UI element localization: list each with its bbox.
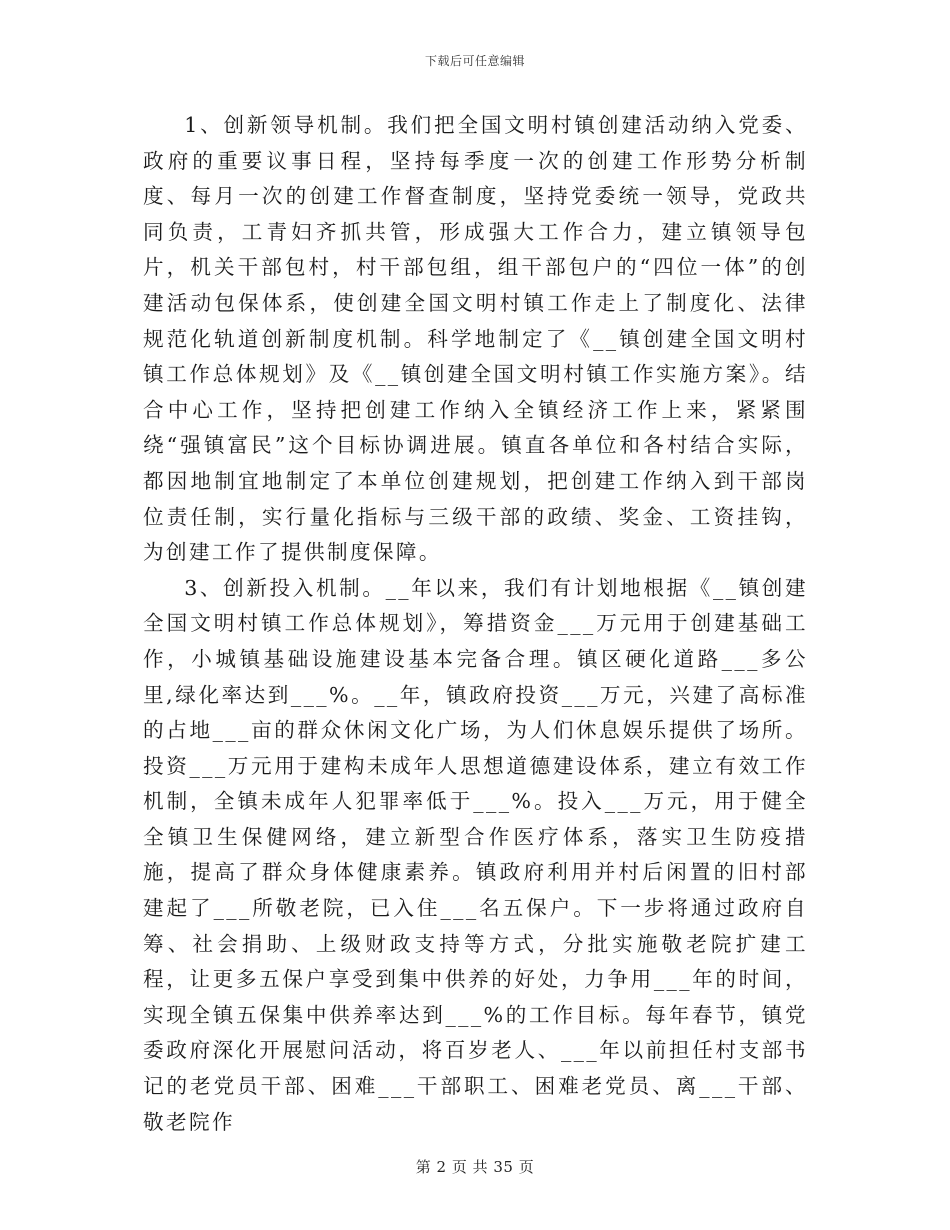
page-header-note: 下载后可任意编辑 (424, 54, 525, 68)
paragraph-investment-mechanism: 3、创新投入机制。__年以来，我们有计划地根据《__镇创建全国文明村镇工作总体规划》，筹措资金___万元用于创建基础工作，小城镇基础设施建设基本完备合理。镇区硬化道路___多公里,绿化率达到___%。__年，镇政府投资___万元，兴建了高标准的占地___亩的群众休闲文化广场，为人们休息娱乐提供了场所。投资___万元用于建构未成年人思想道德建设体系，建立有效工作机制，全镇未成年人犯罪率低于___%。投入___万元，用于健全全镇卫生保健网络，建立新型合作医疗体系，落实卫生防疫措施，提高了群众身体健康素养。镇政府利用并村后闲置的旧村部建起了___所敬老院，已入住___名五保户。下一步将通过政府自筹、社会捐助、上级财政支持等方式，分批实施敬老院扩建工程，让更多五保户享受到集中供养的好处，力争用___年的时间，实现全镇五保集中供养率达到___%的工作目标。每年春节，镇党委政府深化开展慰问活动，将百岁老人、___年以前担任村支部书记的老党员干部、困难___干部职工、困难老党员、离___干部、敬老院作 (143, 575, 808, 1134)
paragraph-leadership-mechanism: 1、创新领导机制。我们把全国文明村镇创建活动纳入党委、政府的重要议事日程，坚持每季度一次的创建工作形势分析制度、每月一次的创建工作督查制度，坚持党委统一领导，党政共同负责，工青妇齐抓共管，形成强大工作合力，建立镇领导包片，机关干部包村，村干部包组，组干部包户的“四位一体”的创建活动包保体系，使创建全国文明村镇工作走上了制度化、法律规范化轨道创新制度机制。科学地制定了《__镇创建全国文明村镇工作总体规划》及《__镇创建全国文明村镇工作实施方案》。结合中心工作，坚持把创建工作纳入全镇经济工作上来，紧紧围绕“强镇富民”这个目标协调进展。镇直各单位和各村结合实际，都因地制宜地制定了本单位创建规划，把创建工作纳入到干部岗位责任制，实行量化指标与三级干部的政绩、奖金、工资挂钩，为创建工作了提供制度保障。 (143, 113, 808, 565)
document-body (143, 108, 808, 1140)
page-number: 第 2 页 共 35 页 (415, 1158, 535, 1176)
